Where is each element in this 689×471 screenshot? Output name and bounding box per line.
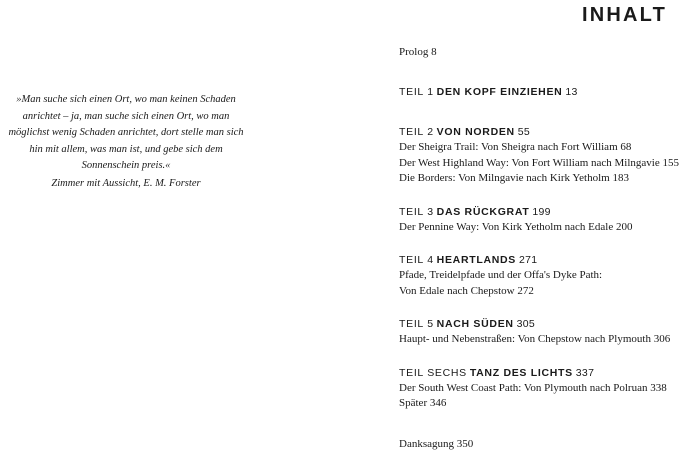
toc-subentry-page: 155 xyxy=(662,156,679,169)
toc-back-entry[interactable] xyxy=(399,436,679,452)
toc-part-label: TEIL 3 xyxy=(399,205,434,218)
table-of-contents xyxy=(399,44,679,452)
toc-part-heading xyxy=(399,204,679,220)
toc-part-5[interactable] xyxy=(399,316,679,348)
toc-subentry-text: Haupt- und Nebenstraßen: Von Chepstow nach Plymouth xyxy=(399,333,651,345)
toc-part-heading xyxy=(399,252,679,268)
toc-part-page: 337 xyxy=(575,366,595,379)
toc-part-3[interactable] xyxy=(399,204,679,236)
toc-subentry-text: Pfade, Treidelpfade und der Offa's Dyke Path: xyxy=(399,269,603,281)
toc-part-page: 271 xyxy=(518,254,538,266)
toc-subentry[interactable] xyxy=(399,268,679,284)
spacer xyxy=(399,100,679,124)
toc-subentry-text: Der South West Coast Path: Von Plymouth nach Polruan xyxy=(399,381,648,394)
toc-part-heading xyxy=(399,316,679,332)
toc-subentry-text: Die Borders: Von Milngavie nach Kirk Yetholm xyxy=(399,172,610,184)
toc-part-page: 305 xyxy=(516,318,536,330)
toc-subentry[interactable] xyxy=(399,381,679,397)
toc-part-page: 55 xyxy=(517,126,531,138)
toc-subentry-text: Später xyxy=(399,397,428,409)
toc-subentry-text: Der West Highland Way: Von Fort William nach Milngavie xyxy=(399,156,660,169)
toc-part-label: TEIL 4 xyxy=(399,254,434,266)
toc-part-1[interactable] xyxy=(399,84,679,100)
toc-part-page: 13 xyxy=(565,86,578,98)
toc-subentry-text: Der Pennine Way: Von Kirk Yetholm nach Edale xyxy=(399,220,614,233)
toc-part-title: DEN KOPF EINZIEHEN xyxy=(436,86,563,98)
toc-front-entry[interactable] xyxy=(399,44,679,60)
toc-part-page: 199 xyxy=(532,205,551,218)
spacer xyxy=(399,348,679,365)
toc-subentry-text: Von Edale nach Chepstow xyxy=(399,284,515,297)
toc-part-heading xyxy=(399,84,679,100)
spacer xyxy=(399,299,679,316)
toc-subentry-page: 338 xyxy=(650,381,667,394)
spacer xyxy=(399,412,679,436)
toc-part-title: NACH SÜDEN xyxy=(436,318,514,330)
toc-part-title: HEARTLANDS xyxy=(436,254,517,266)
toc-part-heading xyxy=(399,124,679,140)
toc-subentry-page: 346 xyxy=(429,397,447,409)
toc-part-title: VON NORDEN xyxy=(436,126,515,138)
toc-subentry-page: 306 xyxy=(653,333,671,345)
epigraph-source: Zimmer mit Aussicht, E. M. Forster xyxy=(51,178,201,189)
toc-front-page: 8 xyxy=(431,46,437,58)
toc-part-title: DAS RÜCKGRAT xyxy=(436,205,530,218)
toc-back-page: 350 xyxy=(456,437,474,450)
toc-back-label: Danksagung xyxy=(399,437,454,450)
toc-subentry-page: 183 xyxy=(612,172,629,184)
toc-part-6[interactable] xyxy=(399,365,679,412)
toc-subentry[interactable] xyxy=(399,332,679,348)
epigraph-quote: »Man suche sich einen Ort, wo man keinen Schaden anrichtet – ja, man suche sich einen Ort, wo man möglichst wenig Schaden anrichtet, dort stelle man sich hin mit allem, was man ist, und gebe sich dem Sonnenschein preis.« xyxy=(8,94,244,171)
toc-subentry-text: Der Sheigra Trail: Von Sheigra nach Fort William xyxy=(399,141,618,153)
toc-part-label: TEIL SECHS xyxy=(399,366,467,379)
toc-subentry-page: 200 xyxy=(615,220,633,233)
toc-subentry-page: 68 xyxy=(620,141,632,153)
toc-subentry[interactable] xyxy=(399,156,679,172)
toc-subentry[interactable] xyxy=(399,171,679,187)
page-title: INHALT xyxy=(581,4,667,26)
toc-part-title: TANZ DES LICHTS xyxy=(469,366,573,379)
spacer xyxy=(399,60,679,84)
toc-part-heading xyxy=(399,365,679,381)
spacer xyxy=(399,235,679,252)
toc-part-label: TEIL 5 xyxy=(399,318,434,330)
toc-subentry-page: 272 xyxy=(517,284,534,297)
toc-subentry[interactable] xyxy=(399,140,679,156)
toc-subentry[interactable] xyxy=(399,396,679,412)
toc-subentry[interactable] xyxy=(399,220,679,236)
toc-front-label: Prolog xyxy=(399,46,429,58)
spacer xyxy=(399,187,679,204)
toc-part-label: TEIL 1 xyxy=(399,86,434,98)
toc-part-label: TEIL 2 xyxy=(399,126,434,138)
toc-subentry[interactable] xyxy=(399,284,679,300)
toc-part-4[interactable] xyxy=(399,252,679,299)
toc-part-2[interactable] xyxy=(399,124,679,187)
